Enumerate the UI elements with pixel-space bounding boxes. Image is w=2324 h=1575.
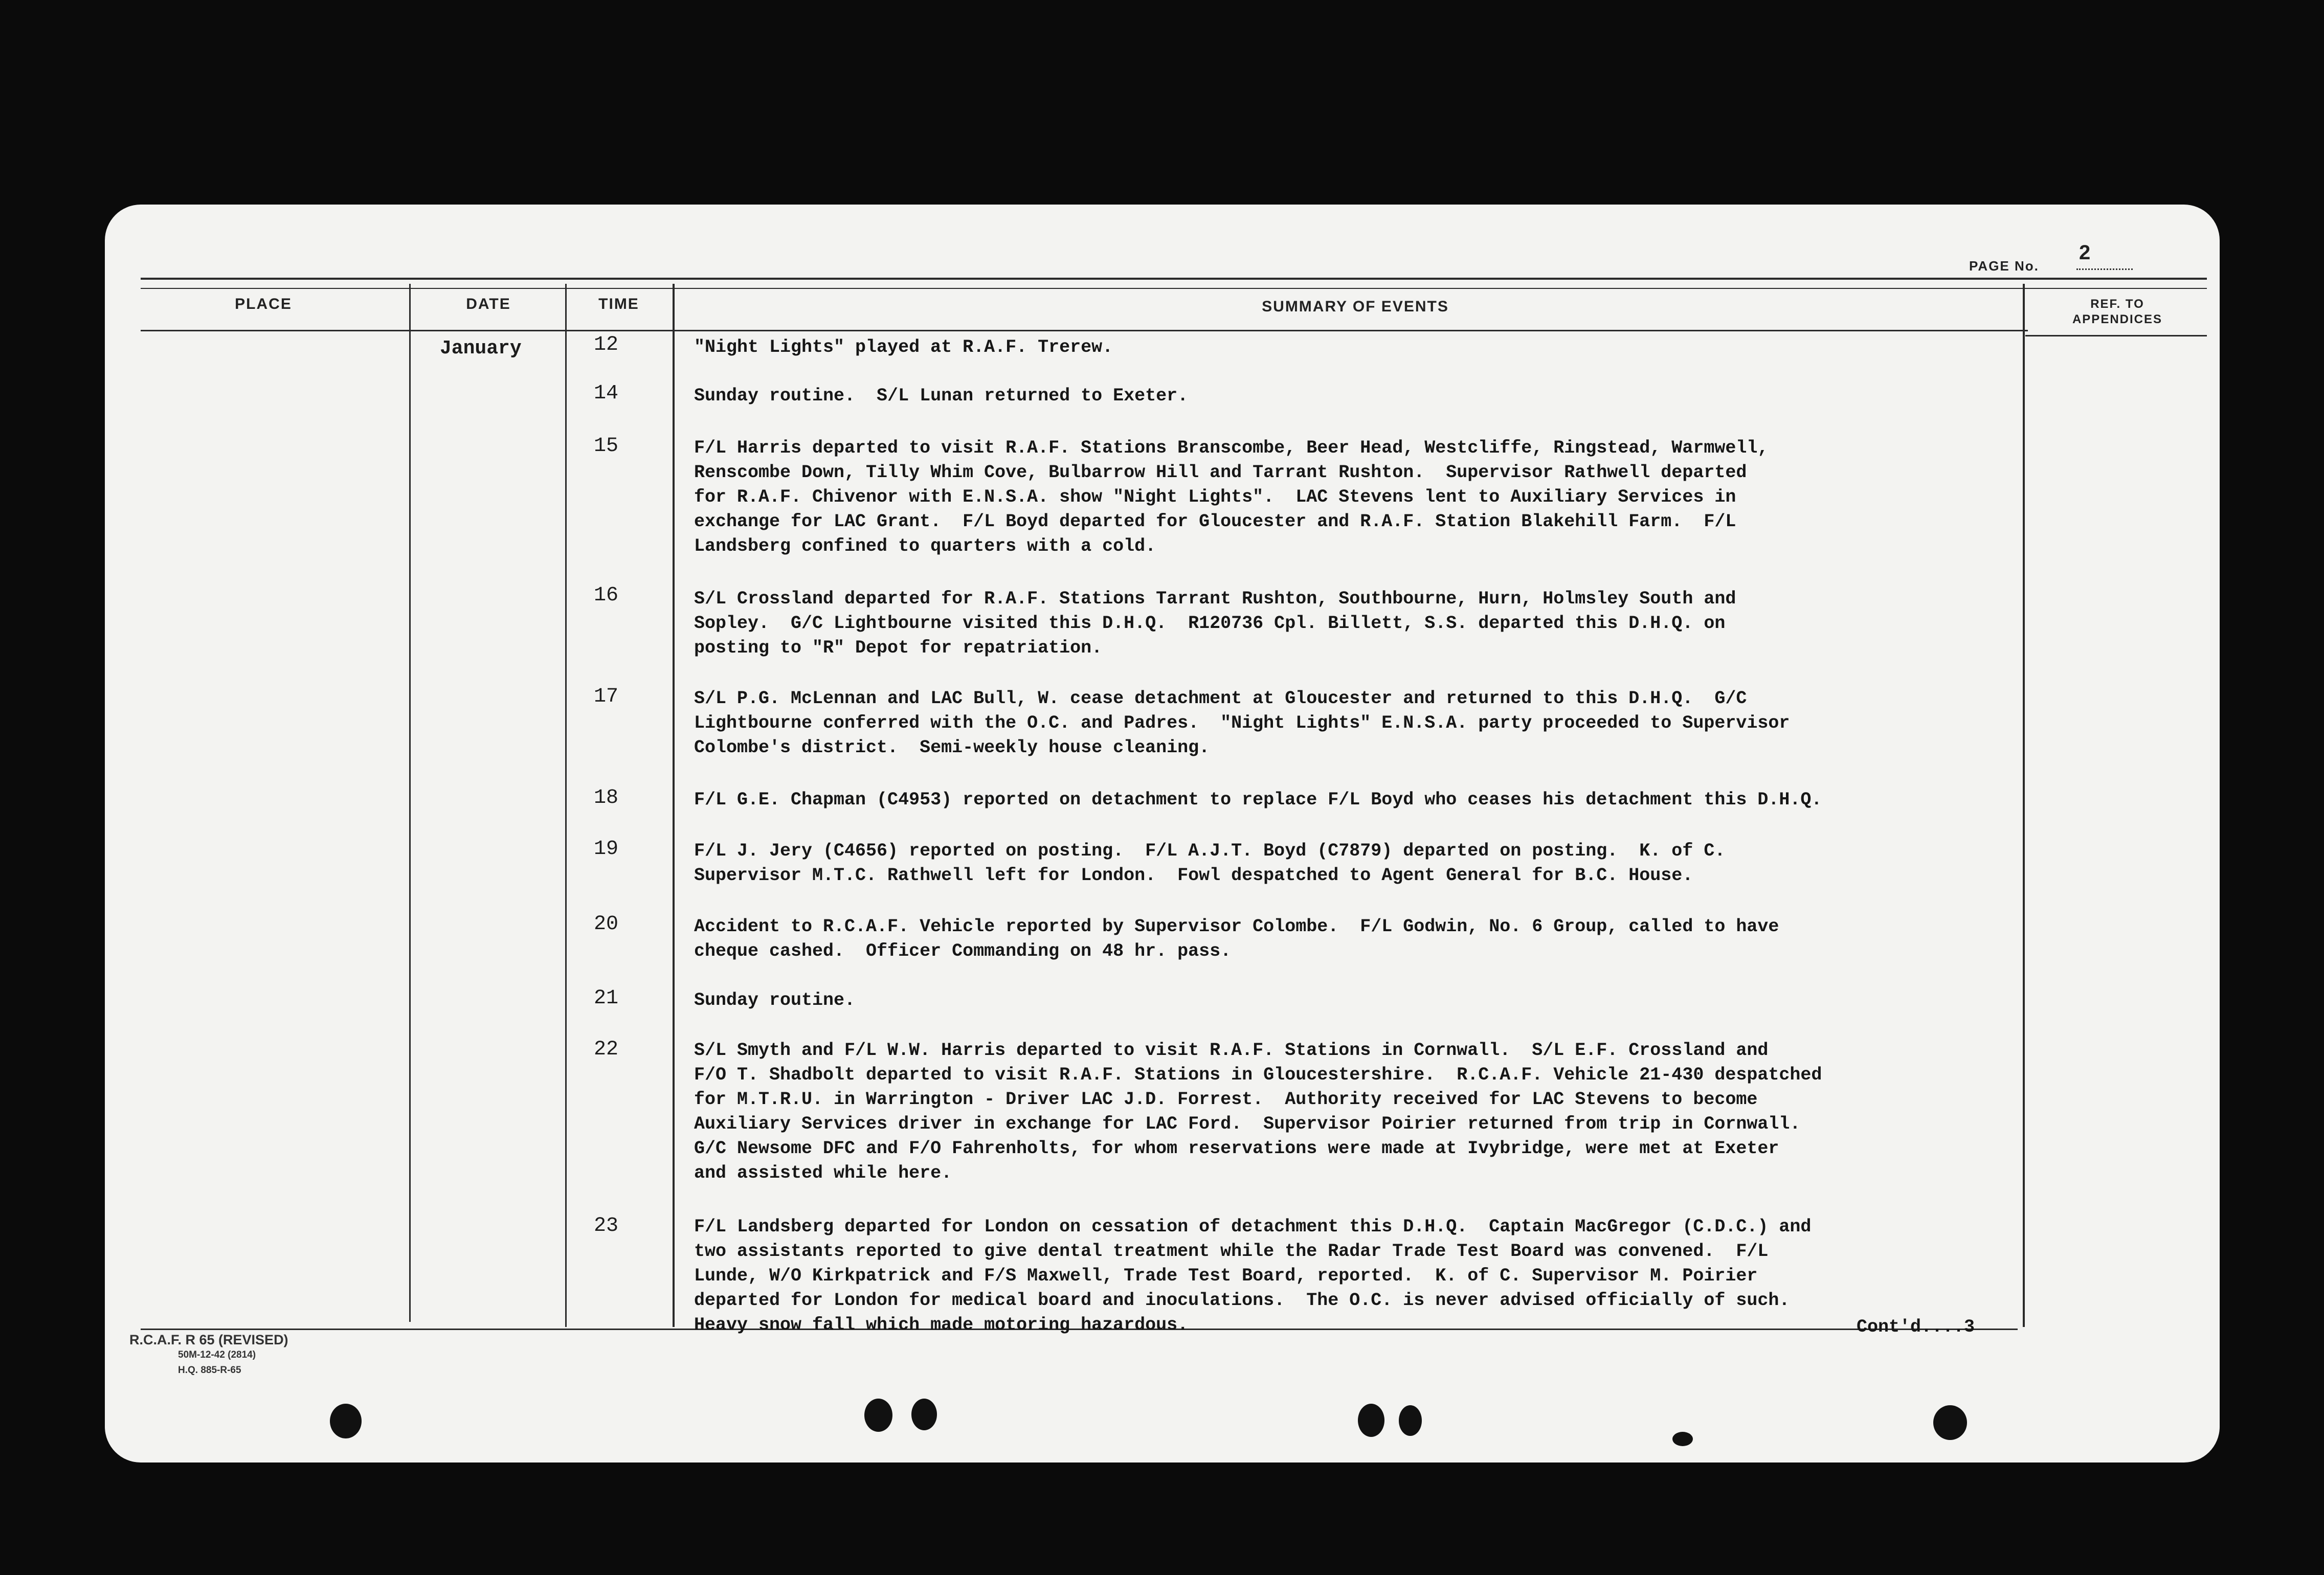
header-place: PLACE — [235, 296, 292, 312]
entry-time: 15 — [593, 435, 618, 458]
punch-hole — [911, 1399, 937, 1430]
form-identifier — [129, 1332, 288, 1378]
date-time-divider — [565, 284, 567, 1327]
punch-hole — [864, 1399, 892, 1432]
entry-time: 22 — [593, 1038, 618, 1061]
place-date-divider — [409, 284, 411, 1322]
header-time: TIME — [598, 296, 639, 312]
entry-time: 16 — [593, 584, 618, 607]
header-ref — [2041, 297, 2194, 327]
entry-time: 14 — [593, 382, 618, 405]
form-id-line2: 50M-12-42 (2814) — [178, 1349, 256, 1360]
page-number: 2 — [2079, 241, 2091, 264]
entry-text: Sunday routine. S/L Lunan returned to Exeter. — [694, 386, 1189, 406]
ref-header-bottom-rule — [2025, 335, 2207, 336]
table-top-rule — [141, 278, 2207, 280]
punch-hole — [1933, 1405, 1967, 1440]
entry-text: Sunday routine. — [694, 990, 856, 1010]
form-id-line3: H.Q. 885-R-65 — [178, 1365, 241, 1376]
entry-text: S/L Smyth and F/L W.W. Harris departed to visit R.A.F. Stations in Cornwall. S/L E.F. Crossland and F/O T. Shadbolt departed to visit R.A.F. Stations in Gloucestershire. R.C.A.F. Vehicle 21-430 despatched for M.T.R.U. in Warrington - Driver LAC J.D. Forrest. Authority received for LAC Stevens to become Auxiliary Services driver in exchange for LAC Ford. Supervisor Poirier returned from trip in Cornwall. G/C Newsome DFC and F/O Fahrenholts, for whom reservations were made at Ivybridge, were met at Exeter and assisted while here. — [694, 1040, 1822, 1183]
punch-hole — [1358, 1404, 1384, 1437]
header-ref-line2: APPENDICES — [2072, 312, 2163, 326]
punch-hole — [330, 1404, 362, 1438]
entry-text: S/L P.G. McLennan and LAC Bull, W. cease detachment at Gloucester and returned to this D.H.Q. G/C Lightbourne conferred with the O.C. and Padres. "Night Lights" E.N.S.A. party proceeded to Supervisor Colombe's district. Semi-weekly house cleaning. — [694, 688, 1790, 758]
header-ref-line1: REF. TO — [2090, 297, 2144, 311]
entry-time: 17 — [593, 685, 618, 708]
entry-text: S/L Crossland departed for R.A.F. Stations Tarrant Rushton, Southbourne, Hurn, Holmsley South and Sopley. G/C Lightbourne visited this D.H.Q. R120736 Cpl. Billett, S.S. departed this D.H.Q. on posting to "R" Depot for repatriation. — [694, 589, 1736, 658]
entry-text: F/L J. Jery (C4656) reported on posting. F/L A.J.T. Boyd (C7879) departed on posting. K. of C. Supervisor M.T.C. Rathwell left for London. Fowl despatched to Agent General for B.C. House. — [694, 841, 1726, 886]
page-number-label: PAGE No. — [1969, 258, 2039, 274]
entry-text: F/L Landsberg departed for London on cessation of detachment this D.H.Q. Captain MacGregor (C.D.C.) and two assistants reported to give dental treatment while the Radar Trade Test Board was convened. F/L Lunde, W/O Kirkpatrick and F/S Maxwell, Trade Test Board, reported. K. of C. Supervisor M. Poirier departed for London for medical board and inoculations. The O.C. is never advised officially of such. Heavy snow fall which made motoring hazardous. — [694, 1217, 1812, 1335]
header-date: DATE — [466, 296, 511, 312]
entry-time: 19 — [593, 838, 618, 861]
entry-time: 20 — [593, 913, 618, 936]
header-summary: SUMMARY OF EVENTS — [1262, 298, 1449, 315]
entry-text: F/L Harris departed to visit R.A.F. Stations Branscombe, Beer Head, Westcliffe, Ringstead, Warmwell, Renscombe Down, Tilly Whim Cove, Bulbarrow Hill and Tarrant Rushton. Supervisor Rathwell departed for R.A.F. Chivenor with E.N.S.A. show "Night Lights". LAC Stevens lent to Auxiliary Services in exchange for LAC Grant. F/L Boyd departed for Gloucester and R.A.F. Station Blakehill Farm. F/L Landsberg confined to quarters with a cold. — [694, 438, 1769, 556]
entry-time: 23 — [593, 1214, 618, 1238]
header-bottom-rule — [141, 330, 2028, 331]
continued-note: Cont'd....3 — [1857, 1317, 1975, 1337]
page-number-rule — [2076, 268, 2133, 270]
month-label: January — [440, 338, 522, 359]
table-top-rule-2 — [141, 288, 2207, 289]
form-id-line1: R.C.A.F. R 65 (REVISED) — [129, 1332, 288, 1347]
entry-text: F/L G.E. Chapman (C4953) reported on detachment to replace F/L Boyd who ceases his detachment this D.H.Q. — [694, 790, 1822, 810]
time-summary-divider — [673, 284, 675, 1327]
entry-text: "Night Lights" played at R.A.F. Trerew. — [694, 337, 1113, 357]
punch-hole — [1399, 1405, 1422, 1436]
entry-text: Accident to R.C.A.F. Vehicle reported by Supervisor Colombe. F/L Godwin, No. 6 Group, called to have cheque cashed. Officer Commanding on 48 hr. pass. — [694, 916, 1779, 961]
entry-time: 12 — [593, 333, 618, 356]
entry-time: 21 — [593, 987, 618, 1010]
entry-time: 18 — [593, 786, 618, 809]
punch-hole — [1672, 1432, 1693, 1446]
